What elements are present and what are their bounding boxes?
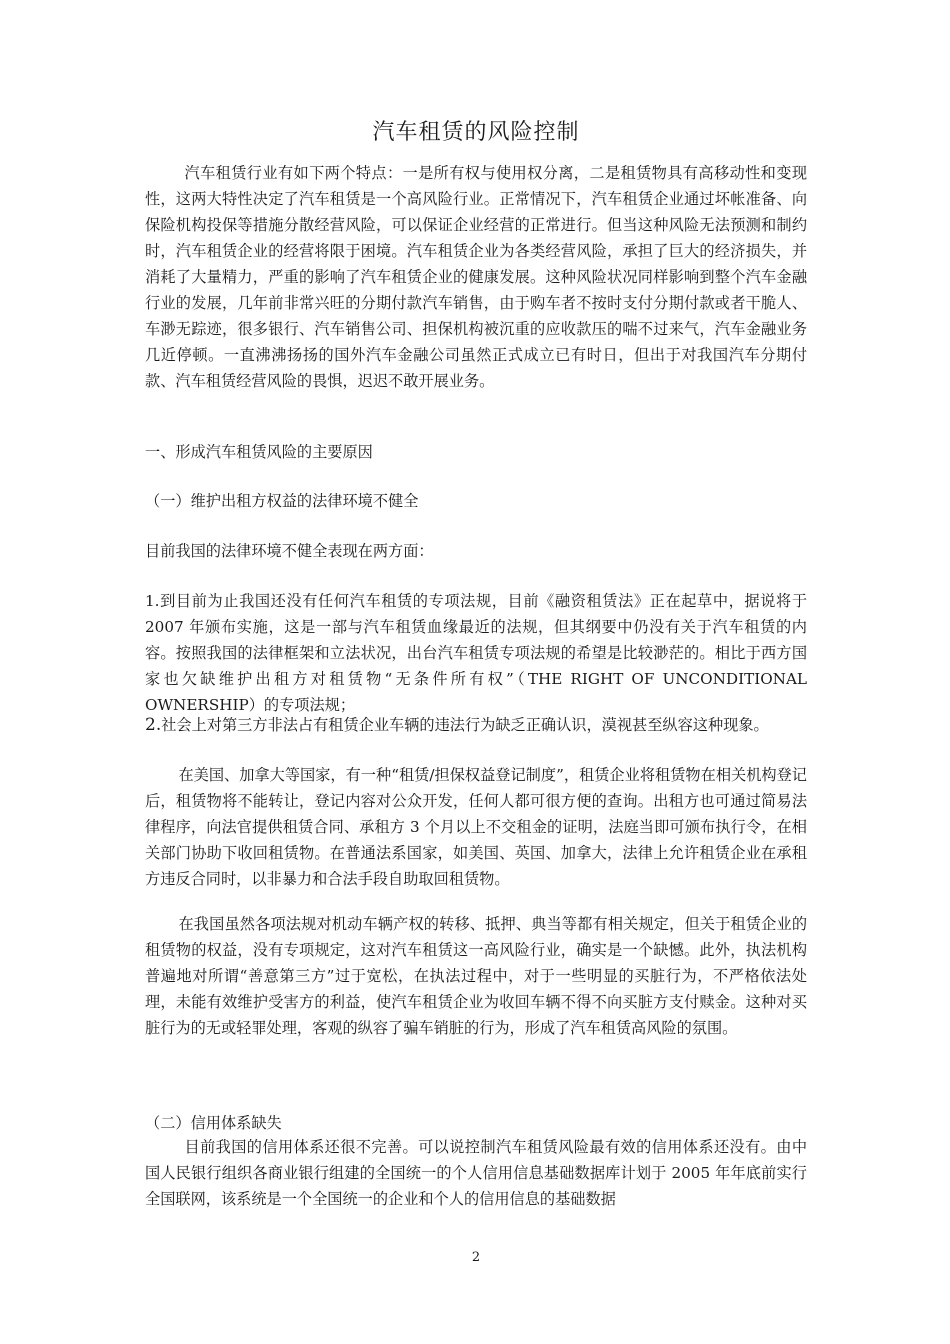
point-1-paragraph xyxy=(145,588,807,718)
china-law-paragraph: 在我国虽然各项法规对机动车辆产权的转移、抵押、典当等都有相关规定，但关于租赁企业的租赁物的权益，没有专项规定，这对汽车租赁这一高风险行业，确实是一个缺憾。此外，执法机构普遍地对所谓“善意第三方”过于宽松，在执法过程中，对于一些明显的买脏行为，不严格依法处理，未能有效维护受害方的利益，使汽车租赁企业为收回车辆不得不向买脏方支付赎金。这种对买脏行为的无或轻罪处理，客观的纵容了骗车销脏的行为，形成了汽车租赁高风险的氛围。 xyxy=(145,915,807,1037)
point-2-text: 社会上对第三方非法占有租赁企业车辆的违法行为缺乏正确认识，漠视甚至纵容这种现象。 xyxy=(161,716,769,734)
page-number: 2 xyxy=(471,1250,481,1265)
section-heading-1: 一、形成汽车租赁风险的主要原因 xyxy=(145,443,373,461)
point-2-number: 2. xyxy=(145,715,162,735)
point-1-text: 到目前为止我国还没有任何汽车租赁的专项法规，目前《融资租赁法》正在起草中，据说将于 2007 年颁布实施，这是一部与汽车租赁血缘最近的法规，但其纲要中仍没有关于汽车租赁的内容。按照我国的法律框架和立法状况，出台汽车租赁专项法规的希望是比较渺茫的。相比于西方国家也欠缺维护出租方对租赁物“无条件所有权”（THE RIGHT OF UNCONDITIONAL OWNERSHIP）的专项法规； xyxy=(145,592,807,714)
document-page xyxy=(145,0,807,1344)
subsection-heading-credit: （二）信用体系缺失 xyxy=(145,1114,282,1132)
us-comparison-paragraph: 在美国、加拿大等国家，有一种“租赁/担保权益登记制度”，租赁企业将租赁物在相关机构登记后，租赁物将不能转让，登记内容对公众开发，任何人都可很方便的查询。出租方也可通过简易法律程序，向法官提供租赁合同、承租方 3 个月以上不交租金的证明，法庭当即可颁布执行令，在相关部门协助下收回租赁物。在普通法系国家，如美国、英国、加拿大，法律上允许租赁企业在承租方违反合同时，以非暴力和合法手段自助取回租赁物。 xyxy=(145,766,807,888)
subsection-heading-legal: （一）维护出租方权益的法律环境不健全 xyxy=(145,492,419,510)
document-title: 汽车租赁的风险控制 xyxy=(372,120,580,145)
point-2-paragraph xyxy=(145,712,807,738)
point-1-number: 1. xyxy=(145,592,160,610)
credit-paragraph: 目前我国的信用体系还很不完善。可以说控制汽车租赁风险最有效的信用体系还没有。由中国人民银行组织各商业银行组建的全国统一的个人信用信息基础数据库计划于 2005 年年底前实行全国联网，该系统是一个全国统一的企业和个人的信用信息的基础数据 xyxy=(145,1138,807,1208)
legal-intro-line: 目前我国的法律环境不健全表现在两方面： xyxy=(145,542,434,560)
intro-paragraph: 汽车租赁行业有如下两个特点：一是所有权与使用权分离，二是租赁物具有高移动性和变现性，这两大特性决定了汽车租赁是一个高风险行业。正常情况下，汽车租赁企业通过坏帐准备、向保险机构投保等措施分散经营风险，可以保证企业经营的正常进行。但当这种风险无法预测和制约时，汽车租赁企业的经营将限于困境。汽车租赁企业为各类经营风险，承担了巨大的经济损失，并消耗了大量精力，严重的影响了汽车租赁企业的健康发展。这种风险状况同样影响到整个汽车金融行业的发展，几年前非常兴旺的分期付款汽车销售，由于购车者不按时支付分期付款或者干脆人、车渺无踪迹，很多银行、汽车销售公司、担保机构被沉重的应收款压的喘不过来气，汽车金融业务几近停顿。一直沸沸扬扬的国外汽车金融公司虽然正式成立已有时日，但出于对我国汽车分期付款、汽车租赁经营风险的畏惧，迟迟不敢开展业务。 xyxy=(145,164,807,390)
